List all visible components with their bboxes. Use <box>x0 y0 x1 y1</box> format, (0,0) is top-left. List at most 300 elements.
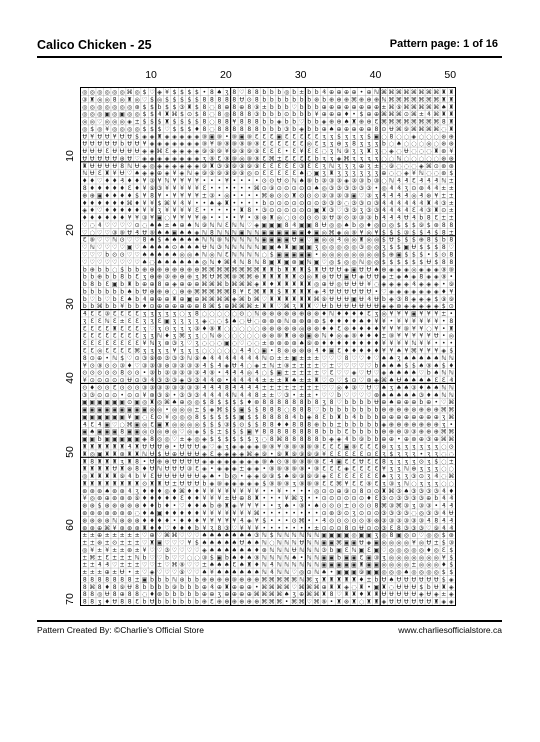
pattern-symbol: ◈ <box>381 421 387 429</box>
pattern-symbol: ⊛ <box>164 362 170 370</box>
pattern-symbol: ₰ <box>254 384 259 392</box>
pattern-symbol: Ʉ <box>329 214 334 222</box>
pattern-symbol: ◌ <box>224 310 230 318</box>
pattern-symbol: ⊕ <box>194 266 200 274</box>
pattern-symbol: 8 <box>329 399 334 407</box>
pattern-symbol: ¥ <box>187 539 192 547</box>
pattern-symbol: ◈ <box>164 162 170 170</box>
pattern-symbol: $ <box>419 258 424 266</box>
pattern-symbol: $ <box>172 118 177 126</box>
pattern-symbol: Ʉ <box>157 443 162 451</box>
pattern-symbol: ♡ <box>179 546 185 554</box>
pattern-symbol: ◈ <box>202 465 207 473</box>
pattern-symbol: ʒ <box>382 450 386 458</box>
pattern-symbol: ◎ <box>366 258 372 266</box>
pattern-symbol: Ɛ <box>367 473 371 481</box>
pattern-symbol: Ʉ <box>404 576 409 584</box>
pattern-symbol: ◌ <box>284 406 290 414</box>
pattern-symbol: ⊛ <box>441 170 447 178</box>
pattern-symbol: ◌ <box>209 310 215 318</box>
pattern-symbol: ℕ <box>164 177 170 185</box>
pattern-symbol: Ɛ <box>97 310 102 318</box>
pattern-symbol: ♦ <box>179 509 185 517</box>
pattern-symbol: ⊙ <box>321 502 327 510</box>
pattern-symbol: ⌘ <box>448 399 455 407</box>
pattern-symbol: Ʉ <box>344 303 349 311</box>
pattern-symbol: ⊛ <box>134 517 140 525</box>
pattern-symbol: ▣ <box>268 258 275 266</box>
pattern-symbol: Ʉ <box>149 450 155 458</box>
pattern-symbol: ◈ <box>344 332 349 340</box>
pattern-symbol: ₰ <box>322 88 327 96</box>
pattern-symbol: ③ <box>156 384 163 392</box>
pattern-symbol: ◎ <box>156 428 163 436</box>
pattern-symbol: Ʉ <box>112 140 117 148</box>
pattern-symbol: ③ <box>328 192 335 200</box>
pattern-symbol: ♠ <box>186 244 193 252</box>
footer-website[interactable]: www.charliesofficialstore.ca <box>398 625 502 635</box>
pattern-symbol: ¥ <box>195 185 199 193</box>
pattern-symbol: ℕ <box>374 88 379 96</box>
pattern-symbol: ♦ <box>141 465 148 473</box>
pattern-symbol: ℕ <box>291 561 297 569</box>
pattern-symbol: ⊙ <box>306 214 312 222</box>
pattern-symbol: ± <box>239 465 245 473</box>
pattern-symbol: Ʉ <box>90 162 95 170</box>
pattern-symbol: • <box>292 524 296 532</box>
pattern-symbol: ♦ <box>358 332 365 340</box>
pattern-symbol: ⊙ <box>276 185 282 193</box>
pattern-symbol: Ɛ <box>322 443 326 451</box>
pattern-symbol: Ʉ <box>411 576 417 584</box>
pattern-symbol: ⑨ <box>388 332 395 340</box>
pattern-symbol: ⑨ <box>388 162 395 170</box>
pattern-symbol: ◈ <box>411 273 417 281</box>
pattern-symbol: ⊛ <box>82 517 88 525</box>
pattern-symbol: ♜ <box>104 480 110 488</box>
pattern-symbol: ◎ <box>246 369 252 377</box>
pattern-symbol: Ɛ <box>367 310 371 318</box>
pattern-symbol: Ʉ <box>179 450 185 458</box>
pattern-symbol: Ʉ <box>164 450 170 458</box>
pattern-symbol: Ʉ <box>419 576 424 584</box>
pattern-symbol: ♡ <box>448 244 454 252</box>
pattern-symbol: ⊙ <box>134 221 140 229</box>
pattern-symbol: ± <box>411 561 417 569</box>
pattern-symbol: ♠ <box>276 244 282 252</box>
pattern-symbol: ⊛ <box>433 221 439 229</box>
pattern-symbol: ¥ <box>172 185 177 193</box>
pattern-symbol: b <box>180 591 184 599</box>
pattern-symbol: ± <box>134 561 140 569</box>
pattern-symbol: ⑨ <box>171 583 178 591</box>
pattern-symbol: b <box>367 428 371 436</box>
pattern-symbol: Ʉ <box>119 170 125 178</box>
pattern-symbol: ± <box>261 377 267 385</box>
pattern-symbol: ♡ <box>126 170 133 178</box>
pattern-symbol: ± <box>448 214 454 222</box>
pattern-symbol: ◈ <box>217 450 222 458</box>
pattern-symbol: b <box>165 591 169 599</box>
pattern-symbol: b <box>314 118 319 126</box>
pattern-symbol: ◈ <box>254 362 260 370</box>
pattern-symbol: ⊕ <box>314 421 320 429</box>
pattern-symbol: ♡ <box>373 354 380 362</box>
pattern-symbol: ± <box>276 384 282 392</box>
pattern-symbol: ③ <box>343 185 350 193</box>
pattern-symbol: ♦ <box>336 317 342 325</box>
pattern-symbol: ♡ <box>194 532 200 540</box>
pattern-symbol: 8 <box>344 524 349 532</box>
pattern-symbol: ℕ <box>202 251 207 259</box>
pattern-symbol: ⊛ <box>448 162 454 170</box>
pattern-symbol: ⊛ <box>276 340 282 348</box>
pattern-symbol: ♜ <box>306 295 312 303</box>
pattern-symbol: 8 <box>426 236 431 244</box>
pattern-symbol: ◌ <box>411 162 417 170</box>
pattern-symbol: ʒ <box>172 317 177 325</box>
pattern-symbol: b <box>374 413 379 421</box>
pattern-symbol: ◈ <box>232 458 237 466</box>
pattern-symbol: ♠ <box>209 473 215 481</box>
pattern-symbol: ◎ <box>433 546 439 554</box>
row-number: 60 <box>64 519 76 532</box>
pattern-symbol: • <box>240 192 244 200</box>
pattern-symbol: ± <box>134 546 140 554</box>
pattern-symbol: Ʉ <box>329 281 334 289</box>
pattern-symbol: ◎ <box>126 103 133 111</box>
pattern-symbol: ℕ <box>441 369 447 377</box>
pattern-symbol: ③ <box>171 354 178 362</box>
pattern-symbol: ⊕ <box>179 303 185 311</box>
pattern-symbol: ♦ <box>448 362 454 370</box>
pattern-symbol: ③ <box>336 199 342 207</box>
pattern-symbol: b <box>382 295 386 303</box>
pattern-symbol: ⊙ <box>239 421 245 429</box>
pattern-symbol: Ɛ <box>135 340 139 348</box>
pattern-symbol: ± <box>104 539 110 547</box>
pattern-symbol: ⊛ <box>299 332 305 340</box>
pattern-symbol: ℕ <box>209 244 215 252</box>
pattern-symbol: ⑨ <box>269 465 275 473</box>
pattern-symbol: ⊛ <box>261 332 267 340</box>
pattern-symbol: $ <box>165 103 169 111</box>
pattern-symbol: ◌ <box>112 266 118 274</box>
pattern-symbol: ¥ <box>404 347 409 355</box>
pattern-symbol: 8 <box>277 413 282 421</box>
pattern-symbol: ⑨ <box>246 133 252 141</box>
pattern-symbol: ⑨ <box>224 155 230 163</box>
pattern-symbol: ◎ <box>336 251 342 259</box>
pattern-symbol: ⊕ <box>403 421 409 429</box>
pattern-symbol: b <box>127 273 132 281</box>
pattern-symbol: ③ <box>396 495 402 503</box>
pattern-symbol: b <box>322 421 327 429</box>
pattern-symbol: ◌ <box>231 347 237 355</box>
pattern-symbol: ℕ <box>314 532 320 540</box>
pattern-symbol: ◎ <box>418 554 424 562</box>
pattern-symbol: Ʉ <box>194 443 200 451</box>
pattern-symbol: ◈ <box>142 155 147 163</box>
pattern-symbol: ③ <box>186 384 193 392</box>
pattern-symbol: ℕ <box>224 244 230 252</box>
pattern-symbol: Ʉ <box>359 539 364 547</box>
pattern-symbol: • <box>255 199 259 207</box>
pattern-symbol: ♦ <box>89 199 95 207</box>
pattern-symbol: ¥ <box>202 524 207 532</box>
pattern-symbol: 8 <box>441 221 446 229</box>
pattern-symbol: ③ <box>448 539 454 547</box>
pattern-symbol: b <box>150 576 154 584</box>
pattern-symbol: Ɛ <box>127 340 132 348</box>
pattern-symbol: ⊙ <box>112 391 118 399</box>
pattern-symbol: ⌘ <box>433 125 440 133</box>
pattern-symbol: ⌘ <box>164 199 171 207</box>
pattern-symbol: ʒ <box>322 162 326 170</box>
pattern-symbol: ▣ <box>224 340 230 348</box>
pattern-symbol: ◎ <box>321 244 327 252</box>
pattern-symbol: Ɛ <box>314 140 319 148</box>
pattern-symbol: 8 <box>90 576 95 584</box>
pattern-symbol: ₰ <box>224 391 229 399</box>
pattern-symbol: ♜ <box>97 458 103 466</box>
pattern-symbol: b <box>314 155 319 163</box>
pattern-symbol: ⊙ <box>276 199 282 207</box>
pattern-symbol: ◎ <box>119 118 125 126</box>
pattern-symbol: ℕ <box>336 148 342 156</box>
pattern-symbol: ⑨ <box>231 140 238 148</box>
pattern-symbol: ♦ <box>276 421 282 429</box>
pattern-symbol: ◈ <box>224 362 230 370</box>
pattern-symbol: Ʉ <box>366 273 372 281</box>
pattern-symbol: b <box>127 266 132 274</box>
pattern-symbol: ₰ <box>254 377 259 385</box>
pattern-symbol: ₰ <box>426 229 431 237</box>
pattern-symbol: 8 <box>374 502 379 510</box>
pattern-symbol: ⊙ <box>239 310 245 318</box>
pattern-symbol: ⊛ <box>179 576 185 584</box>
pattern-symbol: ⌘ <box>276 591 283 599</box>
pattern-symbol: ℕ <box>269 362 275 370</box>
pattern-symbol: ʒ <box>397 450 401 458</box>
pattern-symbol: ⊕ <box>209 591 215 599</box>
pattern-symbol: • <box>240 177 244 185</box>
pattern-symbol: b <box>135 303 140 311</box>
pattern-symbol: ⊛ <box>314 340 320 348</box>
pattern-symbol: ⊙ <box>351 487 357 495</box>
pattern-symbol: b <box>224 473 229 481</box>
pattern-symbol: ♦ <box>171 487 178 495</box>
pattern-symbol: $ <box>449 554 454 562</box>
pattern-symbol: Ɛ <box>247 288 252 296</box>
pattern-symbol: ♡ <box>209 443 215 451</box>
pattern-symbol: • <box>165 192 169 200</box>
pattern-symbol: ⑨ <box>448 295 454 303</box>
pattern-symbol: b <box>284 96 289 104</box>
pattern-symbol: ± <box>306 384 312 392</box>
pattern-symbol: 8 <box>292 421 297 429</box>
pattern-symbol: ◎ <box>239 155 245 163</box>
pattern-symbol: ◈ <box>389 266 394 274</box>
pattern-symbol: ③ <box>396 509 402 517</box>
pattern-symbol: ¥ <box>202 487 207 495</box>
pattern-symbol: ♠ <box>164 244 170 252</box>
column-number: 30 <box>294 69 307 81</box>
pattern-symbol: ▣ <box>328 347 335 355</box>
pattern-symbol: ③ <box>156 185 163 193</box>
pattern-symbol: b <box>82 273 87 281</box>
pattern-symbol: ♡ <box>134 155 140 163</box>
pattern-symbol: ⊛ <box>119 517 125 525</box>
pattern-symbol: Ʉ <box>277 177 282 185</box>
pattern-symbol: ± <box>418 111 424 119</box>
pattern-symbol: ⑨ <box>231 155 238 163</box>
pattern-symbol: ▣ <box>261 236 268 244</box>
pattern-symbol: Ɛ <box>105 340 110 348</box>
pattern-symbol: ⌘ <box>418 103 425 111</box>
pattern-symbol: b <box>269 111 274 119</box>
pattern-symbol: ♡ <box>134 236 140 244</box>
pattern-symbol: ⊙ <box>358 517 365 525</box>
pattern-symbol: ⊙ <box>321 495 327 503</box>
pattern-symbol: ▣ <box>119 406 125 414</box>
pattern-symbol: ◎ <box>426 561 432 569</box>
pattern-symbol: ♠ <box>388 369 395 377</box>
pattern-symbol: ʒ <box>434 443 439 451</box>
pattern-symbol: ℕ <box>209 258 215 266</box>
pattern-symbol: ▣ <box>238 133 245 141</box>
pattern-symbol: ③ <box>358 185 365 193</box>
pattern-symbol: Ɛ <box>337 325 341 333</box>
pattern-symbol: ʒ <box>225 443 229 451</box>
pattern-symbol: ▣ <box>313 170 320 178</box>
pattern-symbol: ♜ <box>209 162 215 170</box>
pattern-symbol: $ <box>404 258 409 266</box>
pattern-symbol: ¥ <box>180 177 184 185</box>
pattern-symbol: $ <box>269 251 274 259</box>
pattern-symbol: b <box>419 399 424 407</box>
pattern-symbol: ◎ <box>418 546 424 554</box>
pattern-symbol: ♡ <box>164 524 170 532</box>
pattern-symbol: ◌ <box>141 221 148 229</box>
pattern-symbol: 8 <box>209 229 214 237</box>
pattern-symbol: ℕ <box>299 532 305 540</box>
pattern-symbol: b <box>127 303 132 311</box>
pattern-symbol: ◎ <box>186 413 193 421</box>
pattern-symbol: ⊕ <box>149 266 155 274</box>
pattern-symbol: ⊛ <box>411 406 417 414</box>
pattern-symbol: Ɛ <box>105 281 110 289</box>
pattern-symbol: ♡ <box>104 258 110 266</box>
pattern-symbol: ⊛ <box>284 325 290 333</box>
pattern-symbol: ⊕ <box>104 495 110 503</box>
pattern-symbol: ¥ <box>232 509 237 517</box>
pattern-symbol: ③ <box>179 384 185 392</box>
pattern-symbol: ℕ <box>306 546 312 554</box>
pattern-symbol: ♠ <box>201 539 208 547</box>
pattern-symbol: Ʉ <box>97 133 102 141</box>
pattern-symbol: Ɛ <box>127 185 132 193</box>
pattern-symbol: ʒ <box>157 347 162 355</box>
pattern-symbol: ▣ <box>283 236 290 244</box>
pattern-symbol: ◎ <box>97 125 103 133</box>
pattern-symbol: ◈ <box>419 288 424 296</box>
pattern-symbol: • <box>277 509 281 517</box>
pattern-symbol: ⊙ <box>134 384 140 392</box>
pattern-symbol: b <box>307 125 312 133</box>
pattern-symbol: ◎ <box>418 569 424 577</box>
pattern-symbol: Ɛ <box>90 325 95 333</box>
pattern-symbol: ◈ <box>246 443 252 451</box>
pattern-symbol: ◌ <box>403 140 410 148</box>
pattern-symbol: ⊙ <box>299 273 305 281</box>
pattern-symbol: ⌘ <box>89 583 96 591</box>
pattern-symbol: ⊕ <box>224 591 230 599</box>
pattern-symbol: ♠ <box>224 561 230 569</box>
pattern-symbol: ③ <box>343 207 350 215</box>
pattern-symbol: ⊛ <box>261 546 267 554</box>
pattern-symbol: • <box>217 192 222 200</box>
pattern-symbol: ⊙ <box>134 391 140 399</box>
pattern-symbol: ③ <box>171 362 178 370</box>
pattern-symbol: Ɛ <box>322 413 326 421</box>
pattern-symbol: • <box>307 465 311 473</box>
pattern-symbol: ♜ <box>373 598 380 606</box>
pattern-symbol: ◎ <box>179 406 185 414</box>
pattern-symbol: ℕ <box>291 177 297 185</box>
pattern-symbol: Ʉ <box>434 583 439 591</box>
pattern-symbol: Ʉ <box>97 155 102 163</box>
pattern-symbol: Ɛ <box>284 162 289 170</box>
pattern-symbol: Ɛ <box>90 310 95 318</box>
pattern-symbol: ± <box>179 436 185 444</box>
pattern-symbol: $ <box>224 399 229 407</box>
pattern-symbol: ⊕ <box>157 295 163 303</box>
pattern-symbol: ⊛ <box>254 399 260 407</box>
pattern-symbol: $ <box>411 251 416 259</box>
pattern-symbol: ⊕ <box>381 170 387 178</box>
pattern-symbol: ⌘ <box>201 281 208 289</box>
pattern-symbol: • <box>284 509 289 517</box>
pattern-symbol: ₰ <box>217 391 222 399</box>
pattern-symbol: ◎ <box>388 221 395 229</box>
pattern-symbol: ⑨ <box>201 162 208 170</box>
pattern-symbol: Ɛ <box>112 317 117 325</box>
pattern-symbol: ℕ <box>314 561 320 569</box>
page-title: Calico Chicken - 25 <box>37 38 152 52</box>
pattern-symbol: ⊙ <box>373 524 379 532</box>
pattern-symbol: Ɛ <box>105 347 110 355</box>
pattern-symbol: b <box>269 96 274 104</box>
pattern-symbol: ʒ <box>195 332 199 340</box>
pattern-symbol: ♠ <box>433 362 439 370</box>
pattern-symbol: ⊕ <box>358 125 365 133</box>
pattern-symbol: ₰ <box>411 281 416 289</box>
pattern-symbol: ◈ <box>187 155 192 163</box>
pattern-symbol: ◎ <box>403 532 410 540</box>
pattern-symbol: ◎ <box>119 96 125 104</box>
pattern-symbol: • <box>314 495 319 503</box>
pattern-symbol: ± <box>336 421 342 429</box>
pattern-symbol: $ <box>202 421 207 429</box>
pattern-symbol: ⌘ <box>238 266 245 274</box>
pattern-symbol: ⊕ <box>373 111 379 119</box>
pattern-symbol: ♡ <box>171 436 178 444</box>
pattern-symbol: ♜ <box>104 443 110 451</box>
pattern-grid <box>80 87 456 606</box>
pattern-symbol: Ɛ <box>337 347 341 355</box>
pattern-symbol: ♜ <box>448 103 454 111</box>
